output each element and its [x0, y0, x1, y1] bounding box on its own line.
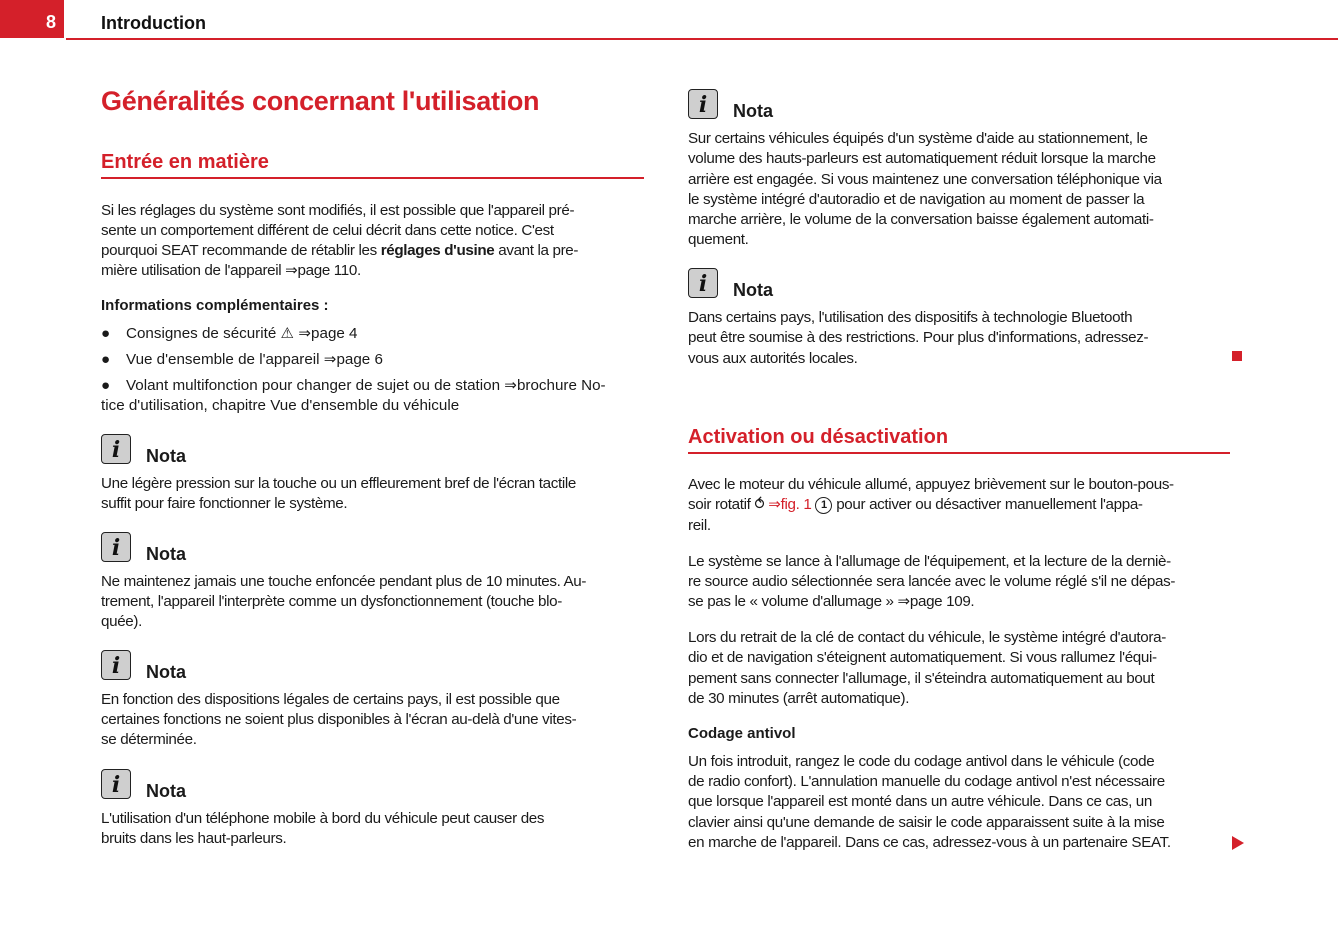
activation-line-1: Avec le moteur du véhicule allumé, appuyez brièvement sur le bouton-pous-	[688, 476, 1174, 493]
info-icon: i	[101, 650, 131, 680]
bullet-item[interactable]	[101, 350, 383, 370]
subtitle-intro: Entrée en matière	[101, 151, 644, 179]
bullet-item[interactable]	[101, 376, 606, 396]
note-line: le système intégré d'autoradio et de navigation au moment de passer la	[688, 191, 1145, 208]
note-line: volume des hauts-parleurs est automatiquement réduit lorsque la marche	[688, 150, 1156, 167]
bullet-text: Vue d'ensemble de l'appareil ⇒page 6	[126, 351, 383, 368]
para4-line: de radio confort). L'annulation manuelle du codage antivol n'est nécessaire	[688, 773, 1165, 790]
page-number-box	[0, 0, 64, 38]
figure-link[interactable]: ⇒fig. 1	[768, 496, 812, 513]
para4-line: que lorsque l'appareil est monté dans un autre véhicule. Dans ce cas, un	[688, 793, 1152, 810]
section-title: Introduction	[101, 13, 206, 33]
callout-number: 1	[815, 497, 832, 514]
note-label: Nota	[146, 446, 186, 466]
bullet-item[interactable]	[101, 324, 358, 344]
note-line: Une légère pression sur la touche ou un effleurement bref de l'écran tactile	[101, 475, 576, 492]
note-line: bruits dans les haut-parleurs.	[101, 830, 287, 847]
note-line: quée).	[101, 613, 142, 630]
note-label: Nota	[733, 101, 773, 121]
intro-line-1: Si les réglages du système sont modifiés, il est possible que l'appareil pré-	[101, 202, 575, 219]
intro-line-4[interactable]: mière utilisation de l'appareil ⇒page 110.	[101, 262, 361, 279]
bullet-continuation: tice d'utilisation, chapitre Vue d'ensemble du véhicule	[101, 397, 460, 414]
activation-line-3: reil.	[688, 517, 711, 534]
note-line: En fonction des dispositions légales de certains pays, il est possible que	[101, 691, 560, 708]
intro-line-2: sente un comportement différent de celui décrit dans cette notice. C'est	[101, 222, 554, 239]
bullet-text: Consignes de sécurité ⚠ ⇒page 4	[126, 325, 358, 342]
note-line: suffit pour faire fonctionner le système.	[101, 495, 348, 512]
header-rule	[66, 38, 1338, 40]
info-icon: i	[101, 769, 131, 799]
para3-line: de 30 minutes (arrêt automatique).	[688, 690, 910, 707]
activation-line-2-post: pour activer ou désactiver manuellement l'appa-	[832, 496, 1143, 513]
activation-line-2	[688, 495, 1143, 515]
more-info-heading: Informations complémentaires :	[101, 297, 329, 314]
note-line: peut être soumise à des restrictions. Pour plus d'informations, adressez-	[688, 329, 1149, 346]
note-line: se déterminée.	[101, 731, 197, 748]
note-line: Ne maintenez jamais une touche enfoncée pendant plus de 10 minutes. Au-	[101, 573, 587, 590]
antitheft-heading: Codage antivol	[688, 725, 796, 742]
page-title: Généralités concernant l'utilisation	[101, 86, 540, 116]
intro-line-3-post: avant la pre-	[494, 242, 579, 259]
para4-line: Un fois introduit, rangez le code du codage antivol dans le véhicule (code	[688, 753, 1155, 770]
para3-line: pement sans connecter l'allumage, il s'éteindra automatiquement au bout	[688, 670, 1155, 687]
note-line: L'utilisation d'un téléphone mobile à bord du véhicule peut causer des	[101, 810, 545, 827]
para2-line[interactable]: se pas le « volume d'allumage » ⇒page 109.	[688, 593, 975, 610]
intro-line-3	[101, 241, 578, 261]
subtitle-activation: Activation ou désactivation	[688, 426, 1230, 454]
page-header	[0, 0, 1338, 40]
note-line: certaines fonctions ne soient plus disponibles à l'écran au-delà d'une vites-	[101, 711, 577, 728]
bullet-text: Volant multifonction pour changer de sujet ou de station ⇒brochure No-	[126, 377, 606, 394]
para3-line: Lors du retrait de la clé de contact du véhicule, le système intégré d'autora-	[688, 629, 1166, 646]
bullet-dot-icon: ●	[101, 377, 111, 394]
para3-line: dio et de navigation s'éteignent automatiquement. Si vous rallumez l'équi-	[688, 649, 1157, 666]
note-line: vous aux autorités locales.	[688, 350, 858, 367]
para2-line: re source audio sélectionnée sera lancée avec le volume réglé s'il ne dépas-	[688, 573, 1176, 590]
note-line: quement.	[688, 231, 749, 248]
note-line: Sur certains véhicules équipés d'un système d'aide au stationnement, le	[688, 130, 1148, 147]
note-line: Dans certains pays, l'utilisation des dispositifs à technologie Bluetooth	[688, 309, 1133, 326]
bullet-dot-icon: ●	[101, 351, 111, 368]
info-icon: i	[101, 532, 131, 562]
info-icon: i	[688, 268, 718, 298]
para2-line: Le système se lance à l'allumage de l'équipement, et la lecture de la derniè-	[688, 553, 1171, 570]
para4-line: en marche de l'appareil. Dans ce cas, adressez-vous à un partenaire SEAT.	[688, 834, 1171, 851]
info-icon: i	[101, 434, 131, 464]
factory-settings-text: réglages d'usine	[380, 242, 495, 259]
continue-arrow-icon	[1232, 836, 1244, 850]
bullet-dot-icon: ●	[101, 325, 111, 342]
note-line: arrière est engagée. Si vous maintenez une conversation téléphonique via	[688, 171, 1162, 188]
intro-line-3-pre: pourquoi SEAT recommande de rétablir les	[101, 242, 381, 259]
rotary-knob-icon: ⥀	[754, 496, 765, 513]
note-label: Nota	[146, 781, 186, 801]
note-label: Nota	[146, 662, 186, 682]
note-label: Nota	[733, 280, 773, 300]
page-number: 8	[45, 12, 56, 32]
note-line: trement, l'appareil l'interprète comme un dysfonctionnement (touche blo-	[101, 593, 562, 610]
activation-line-2-pre: soir rotatif	[688, 496, 755, 513]
note-line: marche arrière, le volume de la conversation baisse également automati-	[688, 211, 1154, 228]
info-icon: i	[688, 89, 718, 119]
para4-line: clavier ainsi qu'une demande de saisir le code apparaissent suite à la mise	[688, 814, 1165, 831]
section-end-marker-icon	[1232, 351, 1242, 361]
note-label: Nota	[146, 544, 186, 564]
